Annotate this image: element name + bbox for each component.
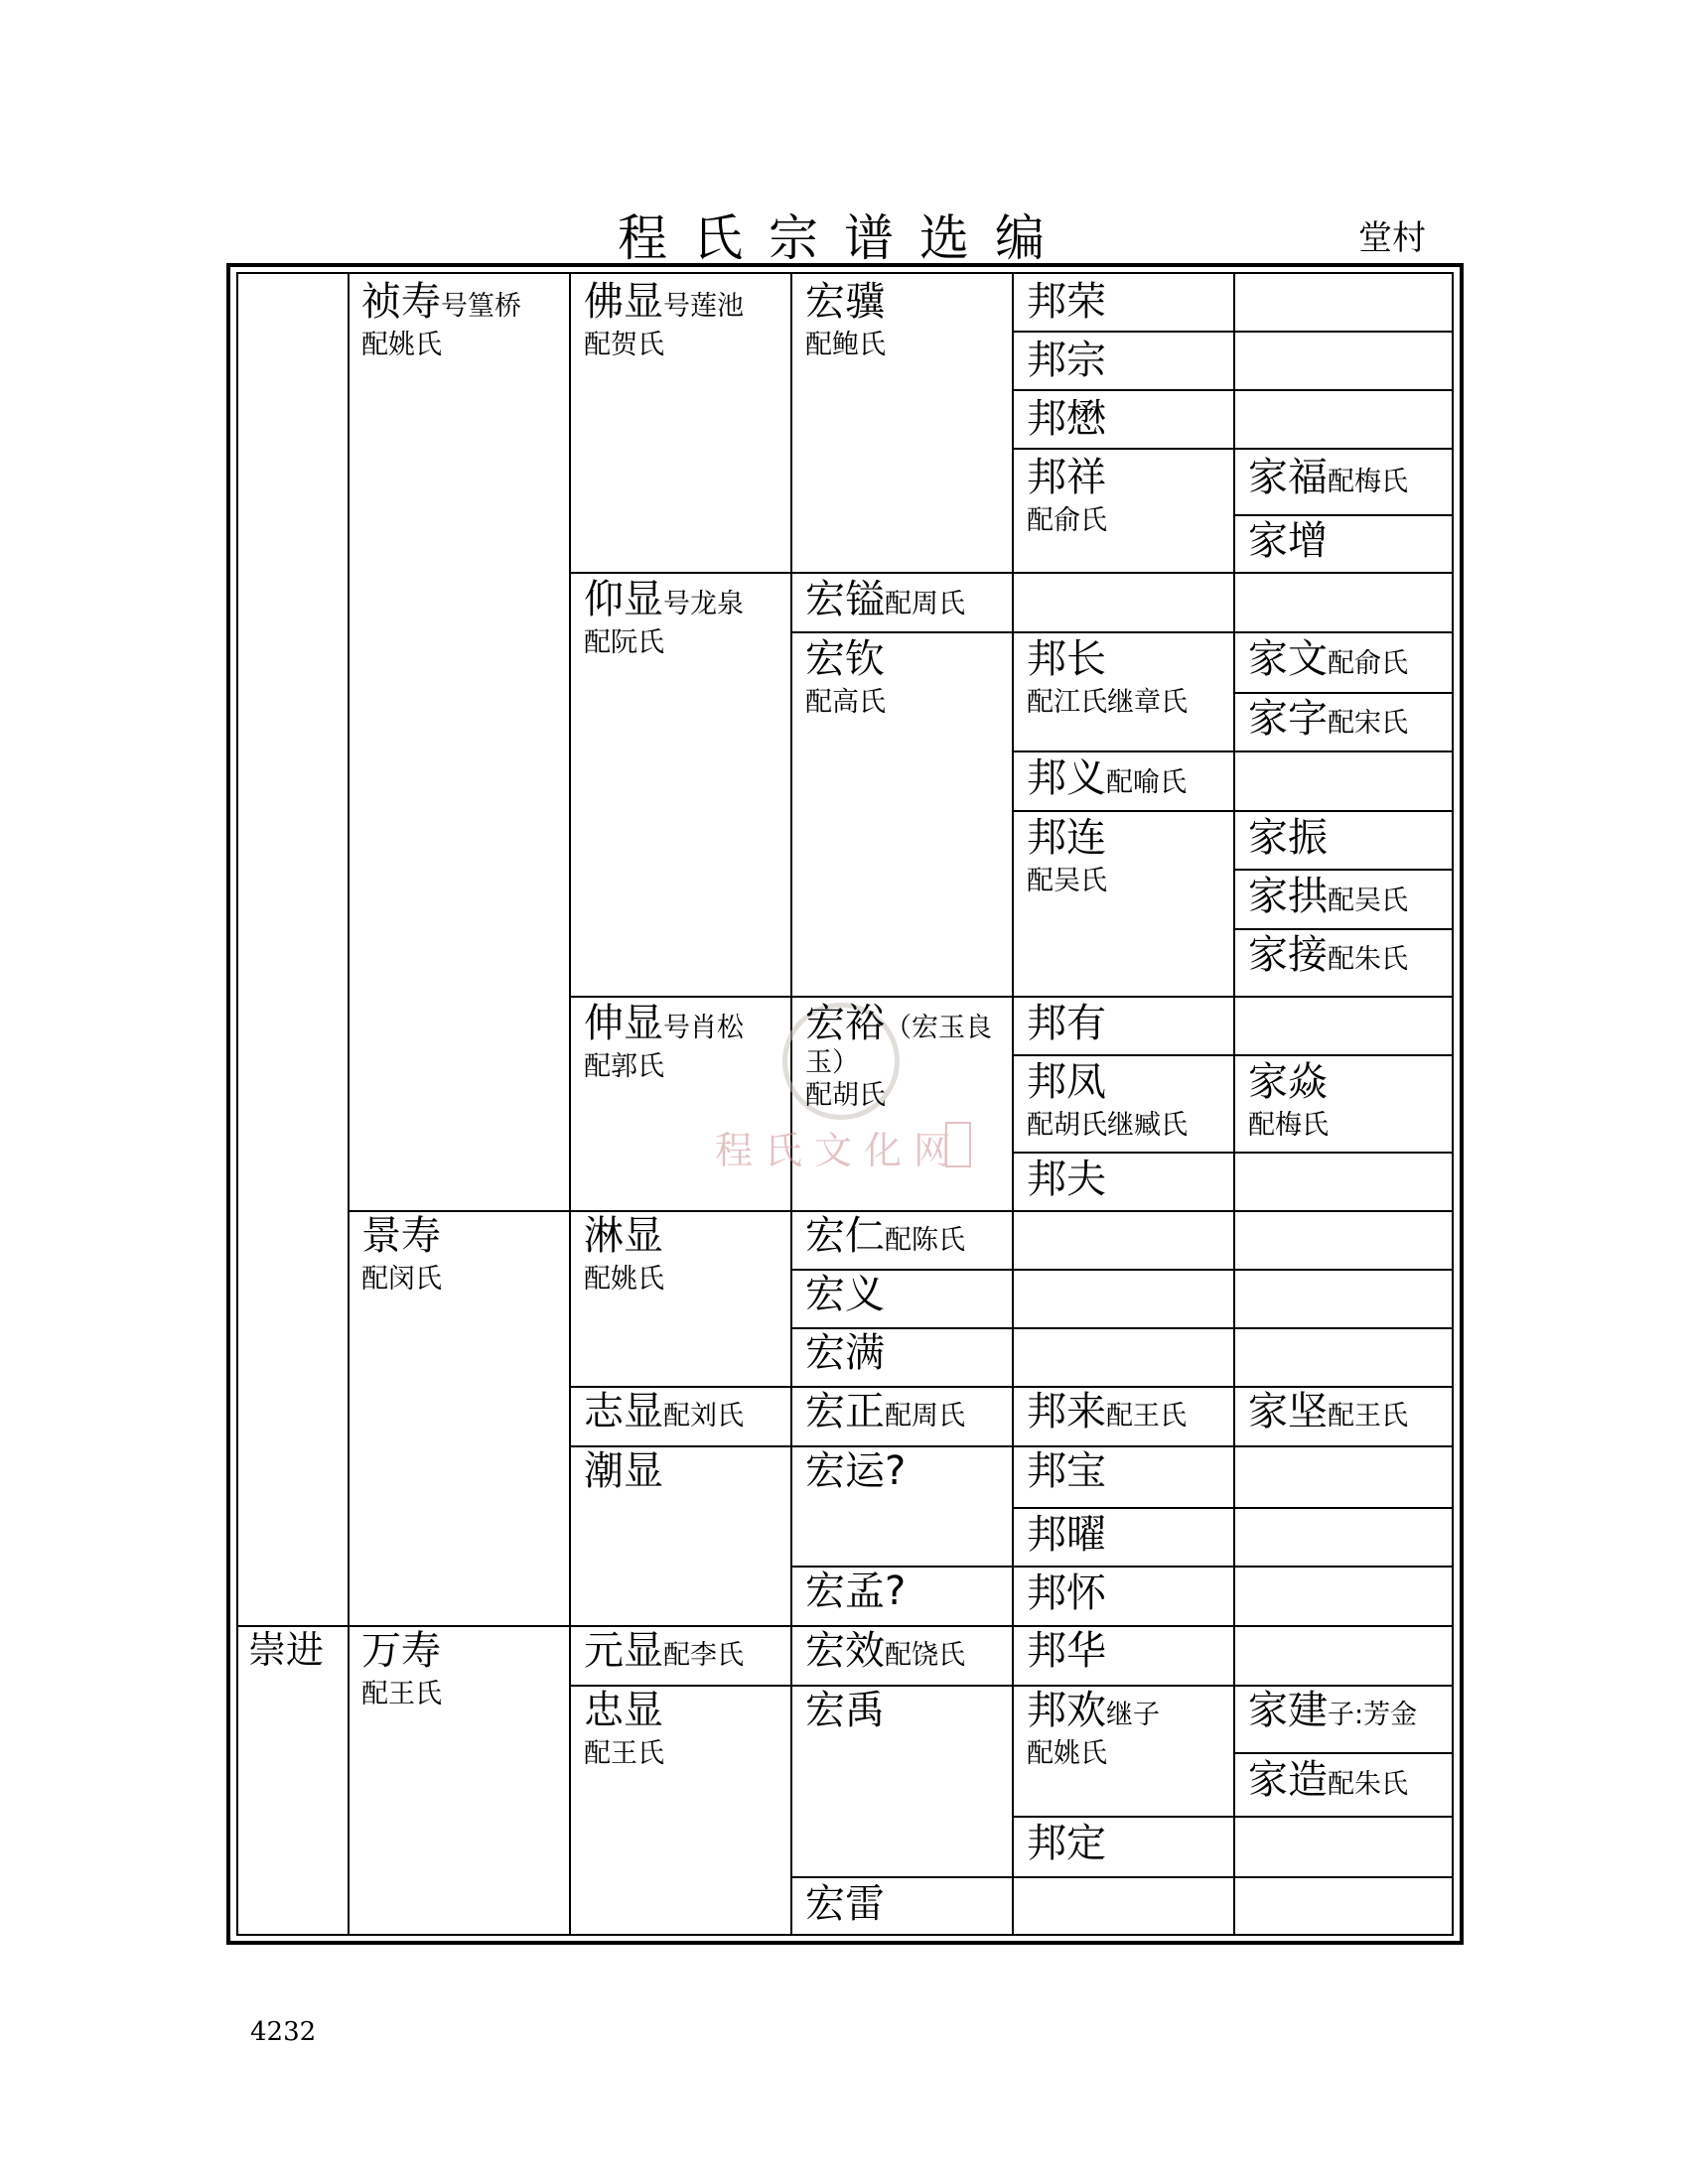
- person-jiazeng: 家增: [1248, 518, 1328, 564]
- column-divider: [348, 272, 350, 1936]
- row-divider: [1012, 810, 1454, 812]
- row-divider: [1233, 514, 1454, 516]
- person-bangyao: 邦曜: [1027, 1512, 1106, 1558]
- person-hongzheng: 宏正配周氏: [805, 1389, 965, 1434]
- person-jiafu: 家福配梅氏: [1248, 455, 1408, 500]
- person-zhixian: 志显配刘氏: [584, 1389, 744, 1434]
- person-foxian: 佛显号莲池 配贺氏: [584, 279, 744, 360]
- person-shenxian: 伸显号肖松 配郭氏: [584, 1001, 744, 1082]
- person-hongyun: 宏运?: [805, 1448, 907, 1494]
- row-divider: [1233, 1752, 1454, 1754]
- person-jiayan: 家焱 配梅氏: [1248, 1059, 1329, 1141]
- person-banglian: 邦连 配吴氏: [1027, 815, 1107, 896]
- person-jiazi: 家字配宋氏: [1248, 696, 1408, 742]
- person-bangchang: 邦长 配江氏继章氏: [1027, 636, 1188, 718]
- person-bangding: 邦定: [1027, 1821, 1106, 1866]
- person-jiagong: 家拱配吴氏: [1248, 874, 1408, 919]
- row-divider: [1012, 1152, 1454, 1154]
- person-jingshou: 景寿 配闵氏: [361, 1213, 442, 1295]
- person-hongyi-b: 宏义: [805, 1272, 885, 1317]
- row-divider: [790, 1269, 1454, 1271]
- row-divider: [236, 1625, 1454, 1627]
- row-divider: [569, 1386, 1454, 1388]
- person-yangxian: 仰显号龙泉 配阮氏: [584, 577, 744, 658]
- person-banghuan: 邦欢继子 配姚氏: [1027, 1688, 1160, 1769]
- row-divider: [790, 1876, 1454, 1878]
- row-divider: [569, 1445, 1454, 1447]
- seal-stamp-icon: [945, 1122, 971, 1167]
- ancestor-chongjin: 崇进: [248, 1628, 325, 1672]
- person-banghuai: 邦怀: [1027, 1570, 1106, 1616]
- person-bangmao: 邦懋: [1027, 396, 1106, 442]
- person-jiazhen: 家振: [1248, 815, 1328, 861]
- person-zhenshou: 祯寿号篁桥 配姚氏: [361, 279, 521, 360]
- page-number: 4232: [250, 2017, 317, 2047]
- row-divider: [1233, 928, 1454, 930]
- row-divider: [790, 1566, 1454, 1568]
- person-zhongxian: 忠显 配王氏: [584, 1688, 664, 1769]
- person-jiajian-a: 家坚配王氏: [1248, 1389, 1408, 1434]
- person-bangzong: 邦宗: [1027, 338, 1106, 383]
- person-hongyu: 宏裕（宏玉良 玉） 配胡氏: [805, 1001, 992, 1111]
- person-bangfu: 邦夫: [1027, 1157, 1106, 1202]
- person-jiajian-b: 家建子:芳金: [1248, 1688, 1418, 1733]
- person-banglai: 邦来配王氏: [1027, 1389, 1187, 1434]
- person-hongmeng: 宏孟?: [805, 1569, 907, 1614]
- person-honglei: 宏雷: [805, 1881, 885, 1927]
- person-bangyi: 邦义配喻氏: [1027, 755, 1187, 801]
- page-subtitle: 堂村: [1358, 218, 1426, 258]
- person-hongren: 宏仁配陈氏: [805, 1213, 965, 1259]
- person-chaoxian: 潮显: [584, 1448, 663, 1494]
- row-divider: [1012, 1507, 1454, 1509]
- row-divider: [790, 631, 1454, 633]
- row-divider: [1012, 448, 1454, 450]
- person-jiajie: 家接配朱氏: [1248, 932, 1408, 978]
- person-hongqin: 宏钦 配高氏: [805, 636, 886, 718]
- person-banghua: 邦华: [1027, 1628, 1106, 1674]
- row-divider: [1012, 1054, 1454, 1056]
- person-yuanxian: 元显配李氏: [584, 1628, 744, 1674]
- row-divider: [1233, 692, 1454, 694]
- row-divider: [1012, 1816, 1454, 1818]
- person-bangyou: 邦有: [1027, 1001, 1106, 1046]
- person-jiawen: 家文配俞氏: [1248, 636, 1408, 682]
- person-hongxiao: 宏效配饶氏: [805, 1628, 965, 1674]
- person-hongyu2: 宏禹: [805, 1688, 885, 1733]
- page-title: 程氏宗谱选编: [618, 209, 1070, 267]
- person-bangxiang: 邦祥 配俞氏: [1027, 455, 1107, 536]
- row-divider: [569, 572, 1454, 574]
- row-divider: [1233, 869, 1454, 871]
- row-divider: [1012, 389, 1454, 391]
- person-wanshou: 万寿 配王氏: [361, 1628, 442, 1709]
- person-bangbao: 邦宝: [1027, 1448, 1106, 1494]
- row-divider: [348, 1210, 1454, 1212]
- person-hongji: 宏骥 配鲍氏: [805, 279, 886, 360]
- watermark-text: 程氏文化网: [715, 1129, 964, 1172]
- person-hongyi-a: 宏镒配周氏: [805, 577, 965, 622]
- person-hongman: 宏满: [805, 1330, 885, 1376]
- person-jiazao: 家造配朱氏: [1248, 1757, 1408, 1803]
- row-divider: [1012, 751, 1454, 752]
- row-divider: [1012, 331, 1454, 333]
- person-bangfeng: 邦凤 配胡氏继臧氏: [1027, 1059, 1188, 1141]
- person-linxian: 淋显 配姚氏: [584, 1213, 664, 1295]
- row-divider: [569, 996, 1454, 998]
- person-bangrong: 邦荣: [1027, 279, 1106, 325]
- row-divider: [569, 1685, 1454, 1687]
- row-divider: [790, 1327, 1454, 1329]
